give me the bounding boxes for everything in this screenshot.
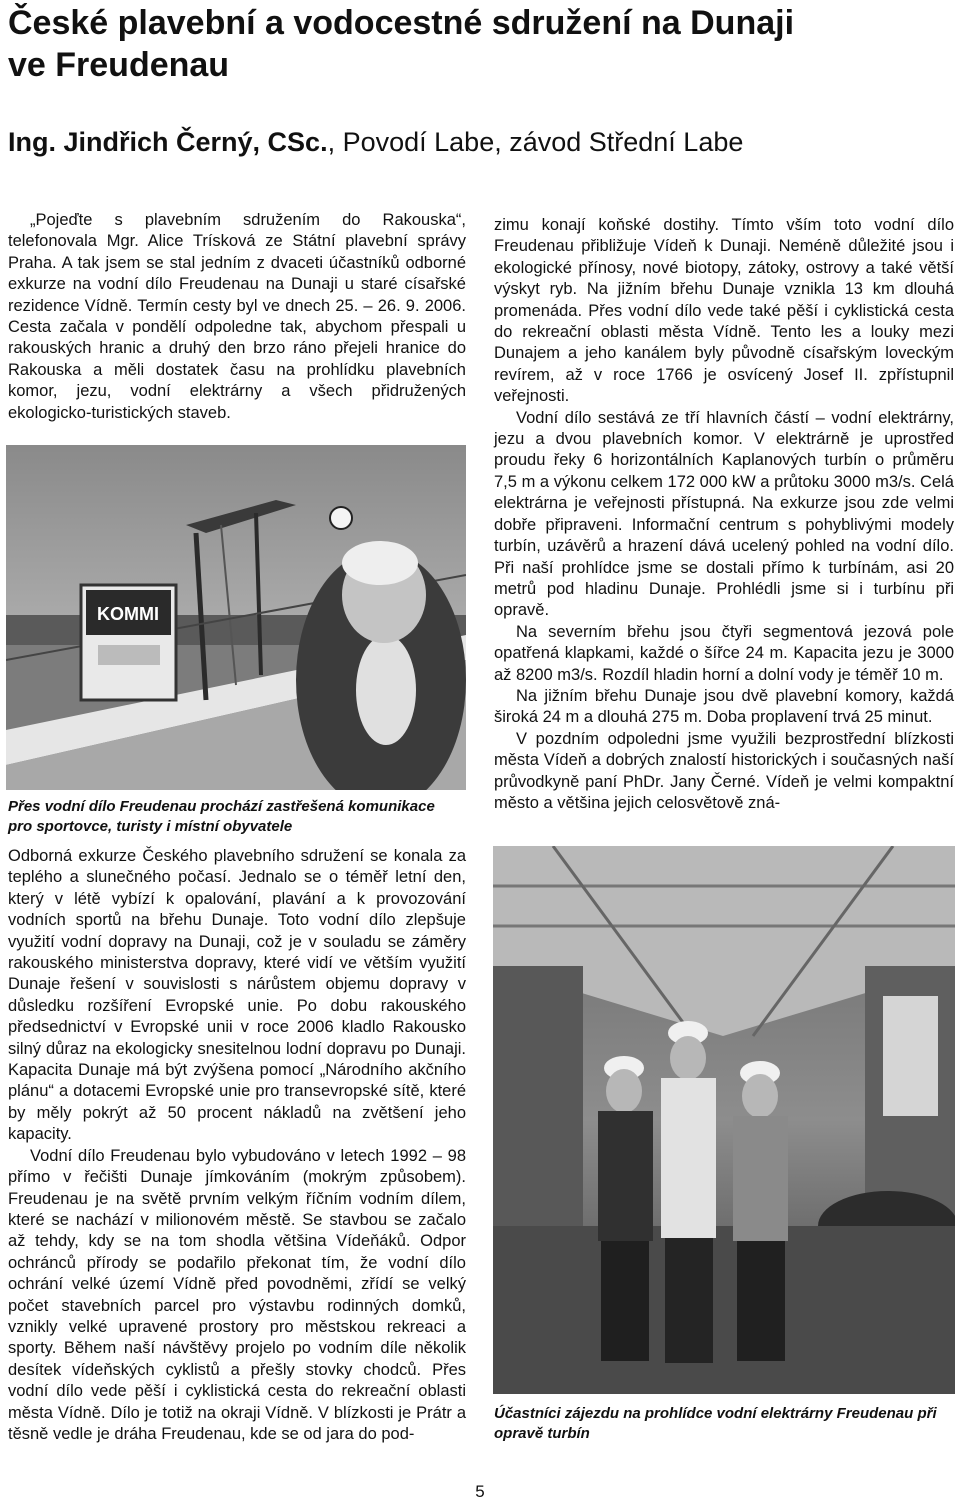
- left-column-top: [8, 210, 466, 424]
- turbine-hall-photo: [493, 846, 955, 1394]
- paragraph: Vodní dílo sestává ze tří hlavních částí – vodní elektrárny, jezu a dvou plavebních komor. V elektrárně je uprostřed proudu řeky 6 horizontálních Kaplanových turbín o průměru 7,5 m a výkonu celkem 172 000 kW a průtoku 3000 m3/s. Celá elektrárna je veřejnosti přístupná. Na exkurze jsou zde velmi dobře připraveni. Informační centrum s pohyblivými modely turbín, uzávěrů a hrazení dává ucelený pohled na vodní dílo. Při naší prohlídce jsme se dostali přímo k turbínám, asi 20 metrů pod hladinu Dunaje. Prohlédli jsme si i turbínu při opravě.: [494, 408, 954, 620]
- paragraph: Na severním břehu jsou čtyři segmentová jezová pole opatřená klapkami, každé o šířce 24 m. Kapacita jezu je 3000 až 8200 m3/s. Rozdíl hladin horní a dolní vody je téměř 10 m.: [494, 622, 954, 684]
- photo-caption: Přes vodní dílo Freudenau prochází zastřešená komunikace pro sportovce, turisty i místní obyvatele: [8, 798, 435, 835]
- bridge-photo: [6, 445, 466, 790]
- photo-caption: Účastníci zájezdu na prohlídce vodní elektrárny Freudenau při opravě turbín: [494, 1405, 937, 1442]
- paragraph: Na jižním břehu Dunaje jsou dvě plavební komory, každá široká 24 m a dlouhá 275 m. Doba proplavení trvá 25 minut.: [494, 686, 954, 727]
- author-name: Ing. Jindřich Černý, CSc.: [8, 127, 328, 157]
- paragraph: „Pojeďte s plavebním sdružením do Rakouska“, telefonovala Mgr. Alice Trísková ze Státní plavební správy Praha. A tak jsem se stal jedním z dvaceti účastníků odborné exkurze na vodní dílo Freudenau na Dunaji u staré císařské rezidence Vídně. Termín cesty byl ve dnech 25. – 26. 9. 2006. Cesta začala v pondělí odpoledne tak, abychom přespali u rakouských hranic a druhý den brzo ráno přejeli hranice do Rakouska a měli dostatek času na prohlídku plavebních komor, jezu, vodní elektrárny a všech přidružených ekologicko-turistických staveb.: [8, 211, 466, 422]
- paragraph: Vodní dílo Freudenau bylo vybudováno v letech 1992 – 98 přímo v řečišti Dunaje jímkováním (mokrým způsobem). Freudenau je na světě prvním velkým říčním vodním dílem, které se nachází v milionovém městě. Se stavbou se začalo až tehdy, kdy se na tom shodla většina Vídeňáků. Odpor ochránců přírody se podařilo překonat tím, že vodní dílo ochrání velké území Vídně před povodněmi, zřídí se velký počet stavebních parcel pro výstavbu rodinných domků, vznikly velké upravené prostory pro městskou rekreaci a sporty. Během naší návštěvy projelo po vodním díle několik desítek vídeňských cyklistů a přešly stovky chodců. Přes vodní dílo vede pěší i cyklistická cesta do rekreační oblasti města Vídně. Dílo je totiž na okraji Vídně. V blízkosti je Prátr a těsně vedle je dráha Freudenau, kde se od jara do pod-: [8, 1146, 466, 1443]
- right-column: [494, 215, 954, 814]
- title-line-1: České plavební a vodocestné sdružení na Dunaji: [8, 4, 795, 42]
- author-line: [8, 124, 948, 160]
- paragraph: V pozdním odpoledni jsme využili bezprostřední blízkosti města Vídeň a dobrých znalostí historických i současných naší průvodkyně paní PhDr. Jany Černé. Vídeň je velmi kompaktní město a většina jejich celosvětově zná-: [494, 729, 954, 812]
- title-line-2: ve Freudenau: [8, 46, 230, 84]
- paragraph: zimu konají koňské dostihy. Tímto vším toto vodní dílo Freudenau přibližuje Vídeň k Dunaji. Neméně důležité jsou i ekologické přínosy, nové biotopy, zátoky, ostrovy a také větší výskyt ryb. Na jižním břehu Dunaje vznikla 13 km dlouhá promenáda. Přes vodní dílo vede také pěší i cyklistická cesta do rekreační oblasti města Vídně. Tento les a louky mezi Dunajem a jeho kanálem byly původně císařským loveckým revírem, až v roce 1766 je osvícený Josef II. zpřístupnil veřejnosti.: [494, 216, 954, 406]
- page-number: 5: [475, 1482, 485, 1501]
- left-column-bottom: [8, 846, 466, 1445]
- author-affiliation: , Povodí Labe, závod Střední Labe: [327, 127, 744, 157]
- paragraph: Odborná exkurze Českého plavebního sdružení se konala za teplého a slunečného počasí. Jednalo se o téměř letní den, který v létě vybízí k opalování, plavání a k provozování vodních sportů na břehu Dunaje. Toto vodní dílo zlepšuje využití vodní dopravy na Dunaji, což je v souladu se záměry rakouského ministerstva dopravy, které vidí ve větším využití Dunaje řešení v souvislosti s nárůstem objemu dopravy v důsledku rozšíření Evropské unie. Po dobu rakouského předsednictví v Evropské unii v roce 2006 kladlo Rakousko silný důraz na ekologicky snesitelnou lodní dopravu po Dunaji. Kapacita Dunaje má být zvýšena pomocí „Národního akčního plánu“ a dotacemi Evropské unie pro transevropské sítě, které by měly pokrýt až 50 procent nákladů na zvětšení jeho kapacity.: [8, 847, 466, 1144]
- article-title: [8, 2, 948, 86]
- sign-text: KOMMI: [97, 604, 159, 624]
